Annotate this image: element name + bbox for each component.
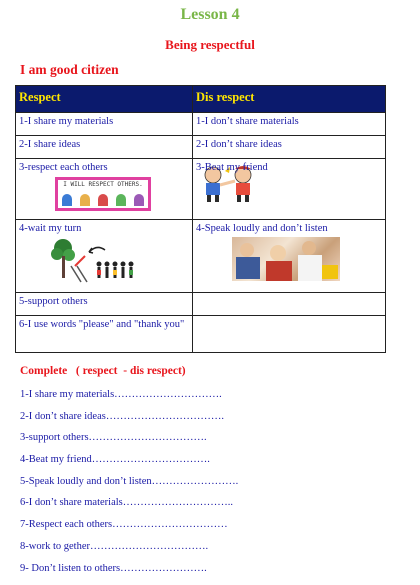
exercise-item: 6-I don’t share materials………………………….. bbox=[20, 497, 233, 508]
respect-cell-label: 4-wait my turn bbox=[19, 223, 82, 234]
column-header-disrespect: Dis respect bbox=[193, 86, 386, 113]
exercise-item: 2-I don’t share ideas……………………………. bbox=[20, 411, 224, 422]
disrespect-cell: 1-I don’t share materials bbox=[193, 113, 386, 136]
section-title: I am good citizen bbox=[20, 62, 119, 77]
exercise-item: 1-I share my materials…………………………. bbox=[20, 389, 222, 400]
exercise-item: 9- Don’t listen to others……………………. bbox=[20, 563, 207, 574]
table-row bbox=[16, 136, 386, 159]
respect-cell bbox=[16, 159, 193, 220]
respect-cell: 6-I use words "please" and "thank you" bbox=[16, 316, 193, 353]
exercise-item: 5-Speak loudly and don’t listen……………………. bbox=[20, 476, 239, 487]
table-row bbox=[16, 316, 386, 353]
waiting-in-line-image bbox=[51, 238, 141, 284]
disrespect-cell bbox=[193, 293, 386, 316]
exercise-item: 3-support others……………………………. bbox=[20, 432, 207, 443]
disrespect-cell bbox=[193, 220, 386, 293]
respect-cell bbox=[16, 220, 193, 293]
exercise-item: 4-Beat my friend……………………………. bbox=[20, 454, 210, 465]
disrespect-cell bbox=[193, 159, 386, 220]
table-row bbox=[16, 220, 386, 293]
disrespect-cell bbox=[193, 316, 386, 353]
table-row bbox=[16, 159, 386, 220]
respect-cell-label: 3-respect each others bbox=[19, 162, 108, 173]
disrespect-cell: 2-I don’t share ideas bbox=[193, 136, 386, 159]
respect-cell: 5-support others bbox=[16, 293, 193, 316]
respect-others-image bbox=[55, 177, 151, 211]
lesson-subtitle: Being respectful bbox=[165, 37, 255, 52]
exercise-item: 7-Respect each others…………………………… bbox=[20, 519, 228, 530]
disrespect-cell-label: 3-Beat my friend bbox=[196, 162, 268, 173]
table-row bbox=[16, 293, 386, 316]
respect-others-caption: I WILL RESPECT OTHERS. bbox=[63, 181, 143, 188]
column-header-respect: Respect bbox=[16, 86, 193, 113]
exercise-item: 8-work to gether……………………………. bbox=[20, 541, 209, 552]
table-header-row bbox=[16, 86, 386, 113]
respect-table bbox=[15, 85, 386, 353]
disrespect-cell-label: 4-Speak loudly and don’t listen bbox=[196, 223, 328, 234]
table-row bbox=[16, 113, 386, 136]
respect-cell: 1-I share my materials bbox=[16, 113, 193, 136]
classroom-photo bbox=[232, 237, 340, 281]
respect-cell: 2-I share ideas bbox=[16, 136, 193, 159]
complete-title: Complete ( respect - dis respect) bbox=[20, 365, 186, 377]
lesson-title: Lesson 4 bbox=[180, 6, 240, 23]
